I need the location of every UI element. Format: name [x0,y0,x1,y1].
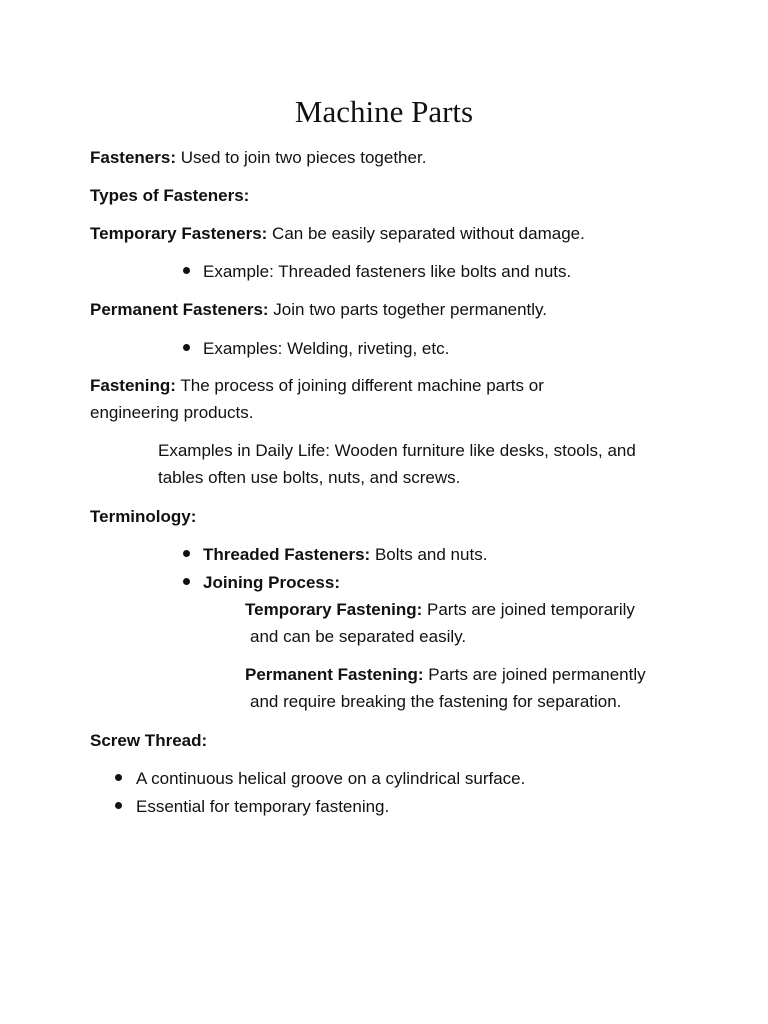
permanent-fasteners-text: Join two parts together permanently. [268,300,548,319]
temporary-fastening-line1: Parts are joined temporarily [422,600,635,619]
fastening-definition [90,372,544,399]
bullet-icon [183,578,190,585]
permanent-fastening-label: Permanent Fastening: [245,665,424,684]
terminology-heading [90,503,196,530]
temporary-fasteners-definition [90,220,585,247]
bullet-icon [183,267,190,274]
page-title: Machine Parts [294,94,474,129]
temporary-fastening-definition [245,596,635,623]
permanent-fastening-line1: Parts are joined permanently [423,665,646,684]
threaded-fasteners-text: Bolts and nuts. [370,545,488,564]
fastening-text-line2: engineering products. [90,403,254,422]
types-heading-text: Types of Fasteners: [90,186,250,205]
permanent-example: Examples: Welding, riveting, etc. [203,339,450,358]
permanent-fastening-definition [245,661,646,688]
threaded-fasteners-item [203,541,487,568]
fasteners-label: Fasteners: [90,148,176,167]
daily-life-line1: Examples in Daily Life: Wooden furniture like desks, stools, and [158,441,636,460]
bullet-icon [115,774,122,781]
joining-process-item [203,569,340,596]
temporary-fastening-line2: and can be separated easily. [250,627,467,646]
screw-thread-item: A continuous helical groove on a cylindrical surface. [136,769,526,788]
bullet-icon [115,802,122,809]
permanent-fastening-line2: and require breaking the fastening for separation. [250,692,622,711]
fastening-text-line1: The process of joining different machine parts or [175,376,544,395]
terminology-heading-text: Terminology: [90,507,197,526]
fasteners-text: Used to join two pieces together. [175,148,427,167]
screw-thread-heading [90,727,207,754]
fastening-label: Fastening: [90,376,176,395]
bullet-icon [183,550,190,557]
temporary-fasteners-label: Temporary Fasteners: [90,224,268,243]
temporary-fasteners-text: Can be easily separated without damage. [267,224,585,243]
screw-thread-heading-text: Screw Thread: [90,731,208,750]
temporary-fastening-label: Temporary Fastening: [245,600,423,619]
threaded-fasteners-label: Threaded Fasteners: [203,545,371,564]
bullet-icon [183,344,190,351]
temporary-example: Example: Threaded fasteners like bolts and nuts. [203,262,572,281]
permanent-fasteners-label: Permanent Fasteners: [90,300,269,319]
daily-life-line2: tables often use bolts, nuts, and screws. [158,468,461,487]
types-heading [90,182,249,209]
permanent-fasteners-definition [90,296,547,323]
screw-thread-item: Essential for temporary fastening. [136,797,390,816]
fasteners-definition [90,144,426,171]
joining-process-label: Joining Process: [203,573,340,592]
